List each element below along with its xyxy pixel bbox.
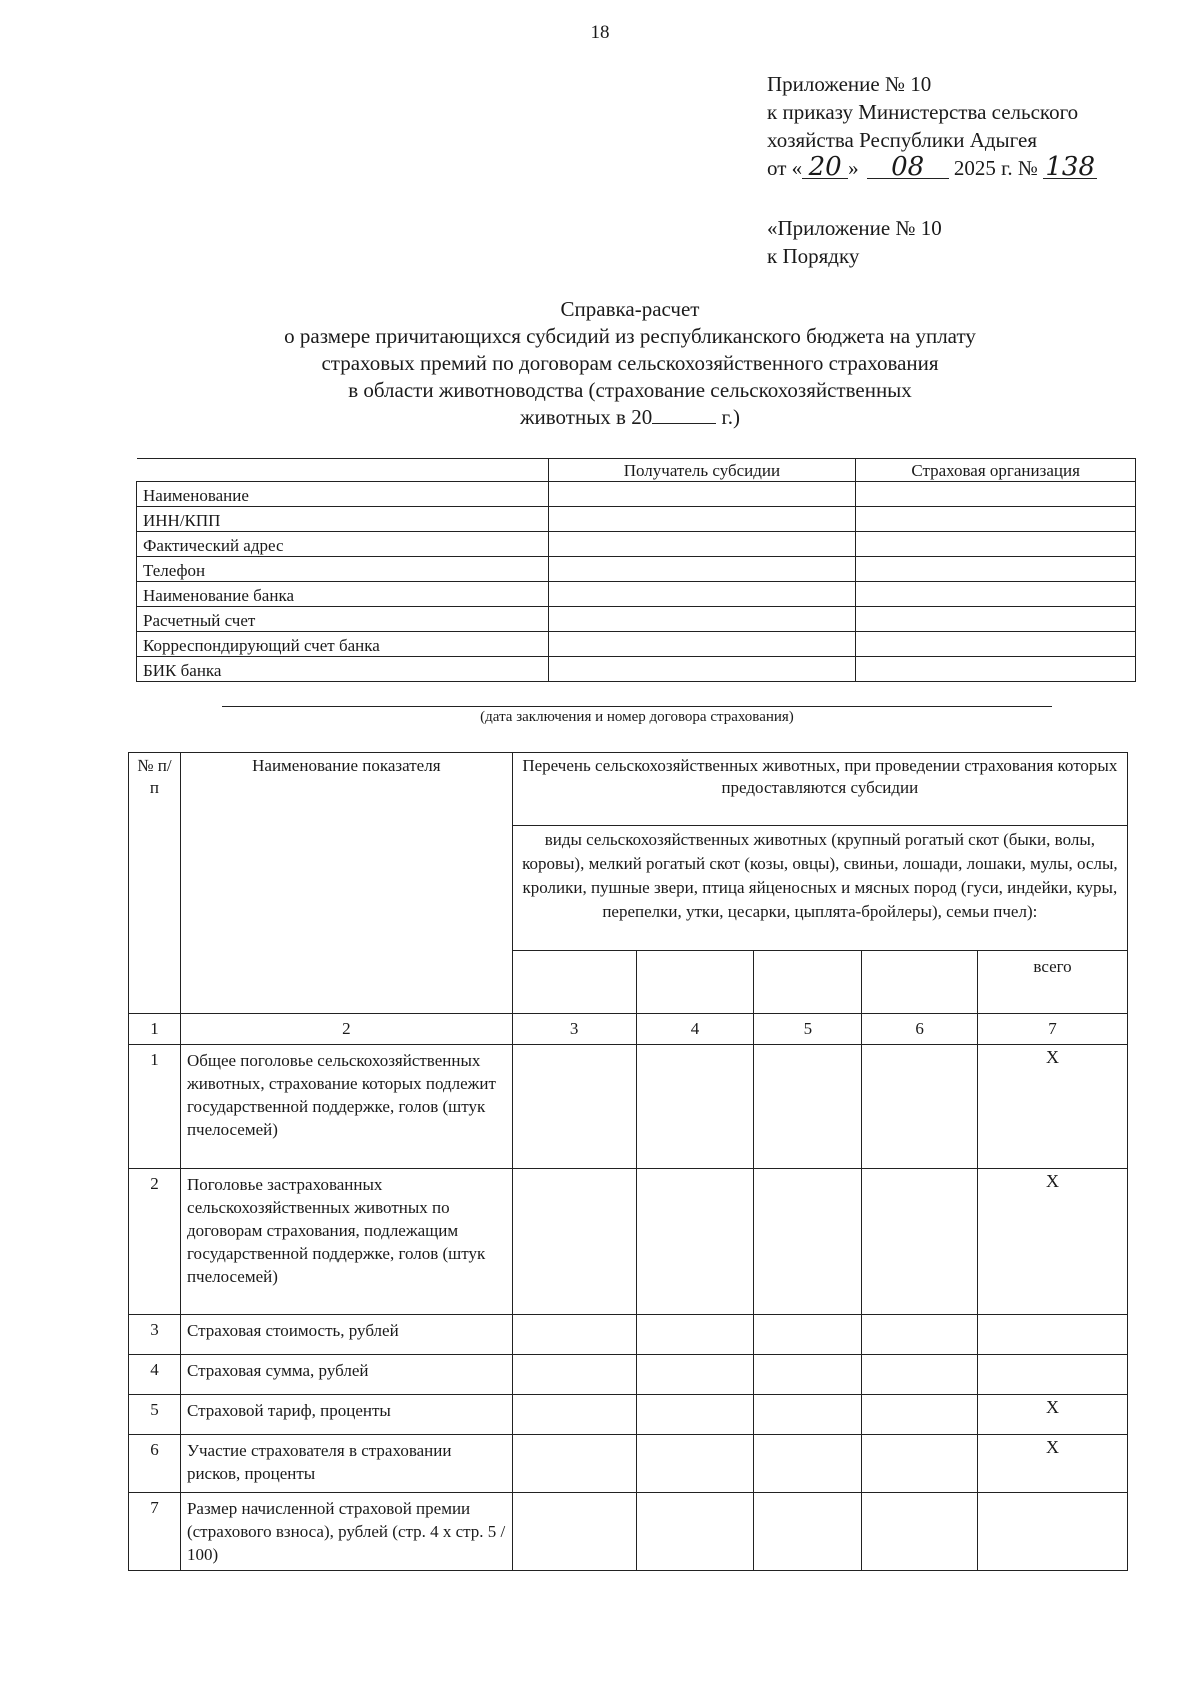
value-cell [512,1045,636,1169]
species-col-5 [754,951,862,1014]
appendix-ministry: хозяйства Республики Адыгея [767,128,1037,152]
indicator-name: Размер начисленной страховой премии (страхового взноса), рублей (стр. 4 х стр. 5 / 100) [180,1493,512,1571]
recipients-row-label: Корреспондирующий счет банка [137,632,549,657]
recipients-row-label: ИНН/КПП [137,507,549,532]
contract-caption: (дата заключения и номер договора страхования) [480,709,794,725]
recipients-row-label: Телефон [137,557,549,582]
recipient-value-cell [548,532,856,557]
procedure-appendix: «Приложение № 10 [767,216,942,240]
recipients-row-label: Расчетный счет [137,607,549,632]
title-line-2: о размере причитающихся субсидий из республиканского бюджета на уплату [284,324,976,348]
recipients-header-row [137,459,1136,482]
date-year: 2025 г. № [953,156,1038,180]
row-number: 5 [129,1395,181,1435]
value-cell [512,1493,636,1571]
year-blank [652,405,716,424]
total-cell: X [978,1045,1128,1169]
insurer-value-cell [856,582,1136,607]
recipients-row [137,607,1136,632]
recipients-row-label: Фактический адрес [137,532,549,557]
procedure-reference [767,214,942,270]
insurer-value-cell [856,657,1136,682]
value-cell [636,1493,754,1571]
appendix-header [767,70,1097,182]
total-cell [978,1355,1128,1395]
date-prefix: от « [767,156,803,180]
species-col-3 [512,951,636,1014]
title-year-prefix: животных в 20 [520,405,653,429]
value-cell [636,1315,754,1355]
indicator-name: Общее поголовье сельскохозяйственных животных, страхование которых подлежит государственной поддержке, голов (штук пчелосемей) [180,1045,512,1169]
table-row [129,1045,1128,1169]
value-cell [862,1169,978,1315]
total-cell: X [978,1435,1128,1493]
recipients-row-label: БИК банка [137,657,549,682]
column-numbers-row [129,1014,1128,1045]
title-year-suffix: г.) [721,405,740,429]
insurer-value-cell [856,607,1136,632]
column-number: 6 [862,1014,978,1045]
value-cell [862,1493,978,1571]
column-number: 3 [512,1014,636,1045]
row-number: 7 [129,1493,181,1571]
value-cell [754,1169,862,1315]
total-cell: X [978,1169,1128,1315]
indicator-name: Страховая сумма, рублей [180,1355,512,1395]
procedure-label: к Порядку [767,244,860,268]
recipients-row-label: Наименование [137,482,549,507]
value-cell [754,1435,862,1493]
total-cell: X [978,1395,1128,1435]
column-number: 5 [754,1014,862,1045]
title-line-1: Справка-расчет [560,297,700,321]
header-row-1 [129,753,1128,826]
title-line-4: в области животноводства (страхование сельскохозяйственных [348,378,912,402]
recipients-row [137,632,1136,657]
recipients-row-label: Наименование банка [137,582,549,607]
insurer-value-cell [856,632,1136,657]
row-number: 3 [129,1315,181,1355]
contract-blank-line [222,706,1052,707]
recipients-row [137,482,1136,507]
value-cell [512,1169,636,1315]
column-number: 2 [180,1014,512,1045]
recipients-table [136,458,1136,682]
title-line-5 [200,404,1060,431]
appendix-date-line [767,154,1097,182]
table-row [129,1395,1128,1435]
value-cell [636,1355,754,1395]
value-cell [512,1355,636,1395]
column-number: 1 [129,1014,181,1045]
recipient-value-cell [548,557,856,582]
value-cell [636,1169,754,1315]
handwritten-order-number: 138 [1043,156,1097,179]
insurer-value-cell [856,507,1136,532]
table-row [129,1493,1128,1571]
insurer-value-cell [856,482,1136,507]
recipients-row [137,532,1136,557]
table-row [129,1435,1128,1493]
recipient-value-cell [548,657,856,682]
species-col-4 [636,951,754,1014]
total-cell [978,1315,1128,1355]
header-recipient: Получатель субсидии [548,459,856,482]
table-row [129,1169,1128,1315]
insurer-value-cell [856,557,1136,582]
value-cell [512,1435,636,1493]
recipients-row [137,507,1136,532]
header-blank [137,459,549,482]
recipient-value-cell [548,607,856,632]
value-cell [862,1435,978,1493]
indicator-name: Страховая стоимость, рублей [180,1315,512,1355]
species-col-6 [862,951,978,1014]
recipients-row [137,557,1136,582]
appendix-title: Приложение № 10 [767,72,932,96]
recipient-value-cell [548,507,856,532]
value-cell [862,1045,978,1169]
table-row [129,1355,1128,1395]
value-cell [754,1315,862,1355]
calculation-table [128,752,1128,1571]
group-header: Перечень сельскохозяйственных животных, при проведении страхования которых предоставляются субсидии [512,753,1127,826]
value-cell [636,1395,754,1435]
value-cell [754,1045,862,1169]
value-cell [636,1045,754,1169]
value-cell [862,1315,978,1355]
value-cell [512,1395,636,1435]
total-header: всего [978,951,1128,1014]
column-number: 7 [978,1014,1128,1045]
document-title [200,296,1060,431]
indicator-name: Страховой тариф, проценты [180,1395,512,1435]
total-cell [978,1493,1128,1571]
col-no-header: № п/п [129,753,181,1014]
handwritten-day: 20 [802,156,848,179]
table-row [129,1315,1128,1355]
indicator-name: Поголовье застрахованных сельскохозяйственных животных по договорам страхования, подлежащим государственной поддержке, голов (штук пчелосемей) [180,1169,512,1315]
value-cell [754,1355,862,1395]
row-number: 4 [129,1355,181,1395]
row-number: 2 [129,1169,181,1315]
row-number: 1 [129,1045,181,1169]
column-number: 4 [636,1014,754,1045]
value-cell [754,1493,862,1571]
value-cell [636,1435,754,1493]
value-cell [862,1395,978,1435]
value-cell [754,1395,862,1435]
recipient-value-cell [548,632,856,657]
value-cell [512,1315,636,1355]
page-number: 18 [590,22,610,43]
date-mid: » [848,156,859,180]
appendix-order: к приказу Министерства сельского [767,100,1079,124]
header-insurer: Страховая организация [856,459,1136,482]
species-header: виды сельскохозяйственных животных (крупный рогатый скот (быки, волы, коровы), мелкий рогатый скот (козы, овцы), свиньи, лошади, лошаки, мулы, ослы, кролики, пушные звери, птица яйценосных и мясных пород (гуси, индейки, куры, перепелки, утки, цесарки, цыплята-бройлеры), семьи пчел): [512,826,1127,951]
value-cell [862,1355,978,1395]
recipients-row [137,582,1136,607]
insurer-value-cell [856,532,1136,557]
recipient-value-cell [548,482,856,507]
handwritten-month: 08 [867,156,949,179]
row-number: 6 [129,1435,181,1493]
recipients-row [137,657,1136,682]
title-line-3: страховых премий по договорам сельскохозяйственного страхования [321,351,939,375]
indicator-name: Участие страхователя в страховании рисков, проценты [180,1435,512,1493]
col-indicator-header: Наименование показателя [180,753,512,1014]
recipient-value-cell [548,582,856,607]
